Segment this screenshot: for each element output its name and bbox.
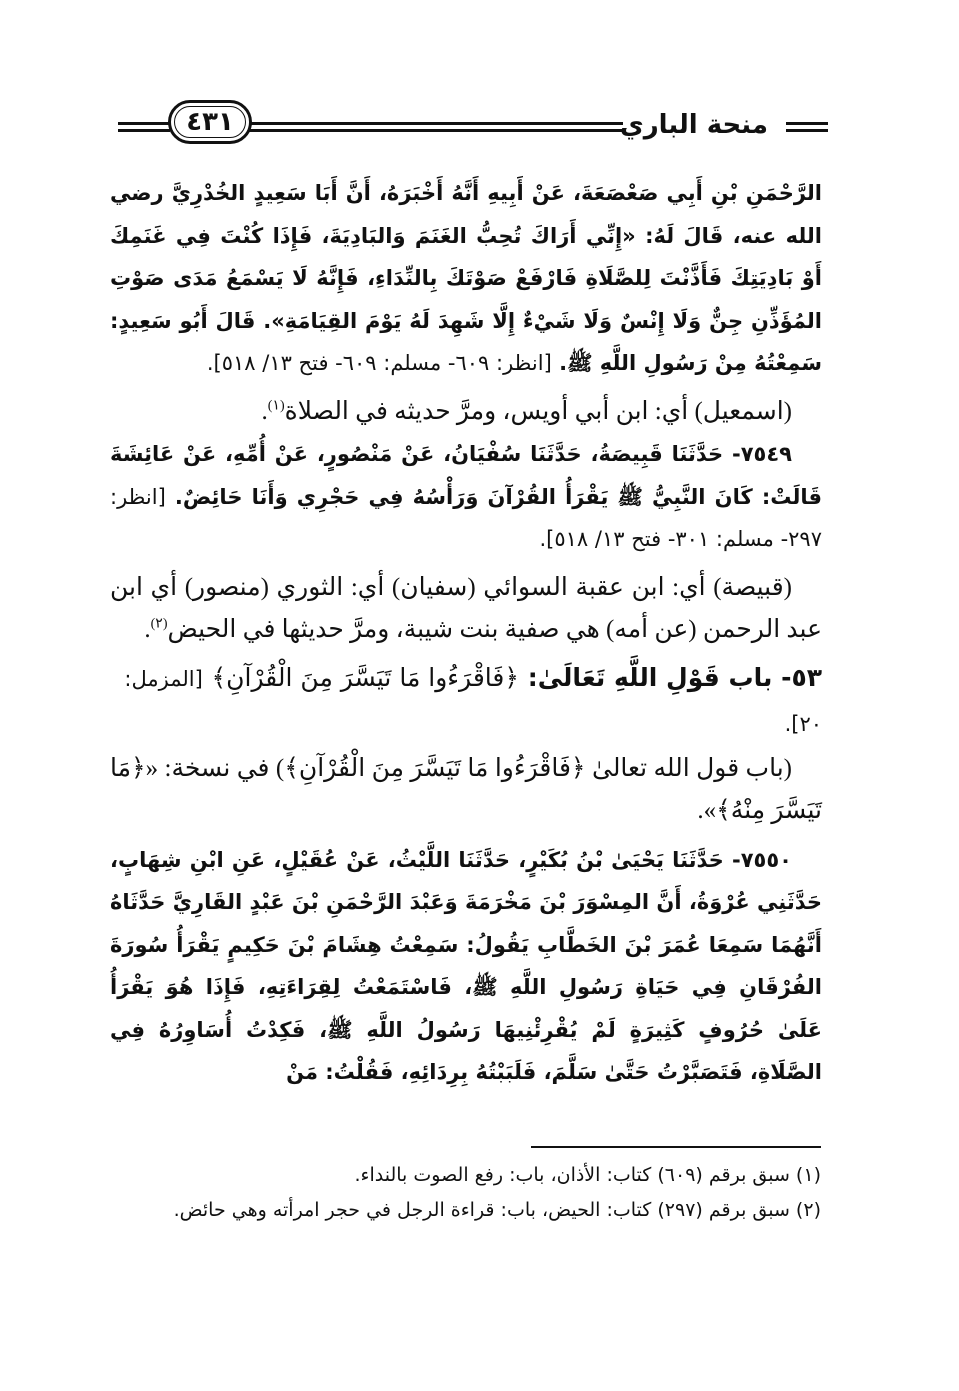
hadith-7550-text: ٧٥٥٠- حَدَّثَنَا يَحْيَىٰ بْنُ بُكَيْرٍ، حَدَّثَنَا اللَّيْثُ، عَنْ عُقَيْلٍ، عَنِ ابْنِ شِهَابٍ، حَدَّثَنِي عُرْوَةُ، أَنَّ المِسْوَرَ بْنَ مَخْرَمَةَ وَعَبْدَ الرَّحْمَنِ بْنَ عَبْدٍ القَارِيَّ حَدَّثَاهُ أَنَّهُمَا سَمِعَا عُمَرَ بْنَ الخَطَّابِ يَقُولُ: سَمِعْتُ هِشَامَ بْنَ حَكِيمٍ يَقْرَأُ سُورَةَ الفُرْقَانِ فِي حَيَاةِ رَسُولِ اللَّهِ ﷺ، فَاسْتَمَعْتُ لِقِرَاءَتِهِ، فَإِذَا هُوَ يَقْرَأُ عَلَىٰ حُرُوفٍ كَثِيرَةٍ لَمْ يُقْرِئْنِيهَا رَسُولُ اللَّهِ ﷺ، فَكِدْتُ أُسَاوِرُهُ فِي الصَّلَاةِ، فَتَصَبَّرْتُ حَتَّىٰ سَلَّمَ، فَلَبَبْتُهُ بِرِدَائِهِ، فَقُلْتُ: مَنْ (110, 847, 822, 1084)
footnote-divider (531, 1146, 821, 1148)
footnotes (131, 1158, 821, 1228)
footnote-marker-2: (٢) (150, 616, 168, 632)
header-ornament-right (786, 122, 828, 132)
hadith-7549-reference: [انظر: ٢٩٧- مسلم: ٣٠١- فتح ١٣/ ٥١٨]. (110, 484, 822, 551)
hadith-7548-body: الرَّحْمَنِ بْنِ أَبِي صَعْصَعَةَ، عَنْ أَبِيهِ أَنَّهُ أَخْبَرَهُ، أَنَّ أَبَا سَعِيدٍ الخُدْرِيَّ رضي الله عنه، قَالَ لَهُ: «إِنِّي أَرَاكَ تُحِبُّ الغَنَمَ وَالبَادِيَةَ، فَإِذَا كُنْتَ فِي غَنَمِكَ أَوْ بَادِيَتِكَ فَأَذَّنْتَ لِلصَّلَاةِ فَارْفَعْ صَوْتَكَ بِالنِّدَاءِ، فَإِنَّهُ لَا يَسْمَعُ مَدَى صَوْتِ المُؤَذِّنِ جِنٌّ وَلَا إِنْسٌ وَلَا شَيْءٌ إِلَّا شَهِدَ لَهُ يَوْمَ القِيَامَةِ». قَالَ أَبُو سَعِيدٍ: سَمِعْتُهُ مِنْ رَسُولِ اللَّهِ ﷺ. (110, 181, 822, 375)
main-text (110, 172, 822, 1094)
footnote-marker-1: (١) (267, 398, 285, 414)
hadith-7548-reference: [انظر: ٦٠٩- مسلم: ٦٠٩- فتح ١٣/ ٥١٨]. (206, 351, 552, 375)
chapter-quran-verse: ﴿فَاقْرَءُوا مَا تَيَسَّرَ مِنَ الْقُرْآنِ﴾ (211, 662, 520, 692)
commentary-2-text: (قبيصة) أي: ابن عقبة السوائي (سفيان) أي: الثوري (منصور) أي ابن عبد الرحمن (عن أمه) هي صفية بنت شيبة، ومرَّ حديثها في الحيض (110, 573, 822, 643)
page-number: ٤٣١ (168, 100, 252, 144)
commentary-1: (اسمعيل) أي: ابن أبي أويس، ومرَّ حديثه في الصلاة$^{(١)}$. (261, 397, 792, 425)
footnote-1: (١) سبق برقم (٦٠٩) كتاب: الأذان، باب: رفع الصوت بالنداء. (354, 1164, 821, 1186)
commentary-1-text: (اسمعيل) أي: ابن أبي أويس، ومرَّ حديثه في الصلاة (284, 397, 792, 425)
hadith-7548-text (110, 172, 822, 385)
commentary-3: (باب قول الله تعالىٰ ﴿فَاقْرَءُوا مَا تَيَسَّرَ مِنَ الْقُرْآنِ﴾) في نسخة: «﴿مَا تَيَسَّرَ مِنْهُ﴾». (110, 754, 822, 824)
hadith-7549-body: ٧٥٤٩- حَدَّثَنَا قَبِيصَةُ، حَدَّثَنَا سُفْيَانُ، عَنْ مَنْصُورٍ، عَنْ أُمِّهِ، عَنْ عَائِشَةَ قَالَتْ: كَانَ النَّبِيُّ ﷺ يَقْرَأُ القُرْآنَ وَرَأْسُهُ فِي حَجْرِي وَأَنَا حَائِضٌ. (110, 442, 822, 509)
header-ornament-left (118, 122, 170, 132)
chapter-verse-reference: [المزمل: ٢٠]. (124, 666, 822, 736)
commentary-2: (قبيصة) أي: ابن عقبة السوائي (سفيان) أي: الثوري (منصور) أي ابن عبد الرحمن (عن أمه) هي صفية بنت شيبة، ومرَّ حديثها في الحيض$^{(٢)}$. (110, 573, 822, 643)
chapter-title: ٥٣- باب قَوْلِ اللَّهِ تَعَالَىٰ: (527, 662, 822, 692)
hadith-7549-text (110, 433, 822, 561)
page-header (118, 92, 828, 152)
header-double-rule (248, 122, 623, 132)
chapter-heading (110, 656, 822, 746)
book-title: منحة الباري (619, 110, 768, 140)
footnote-2: (٢) سبق برقم (٢٩٧) كتاب: الحيض، باب: قراءة الرجل في حجر امرأته وهي حائض. (173, 1199, 821, 1221)
